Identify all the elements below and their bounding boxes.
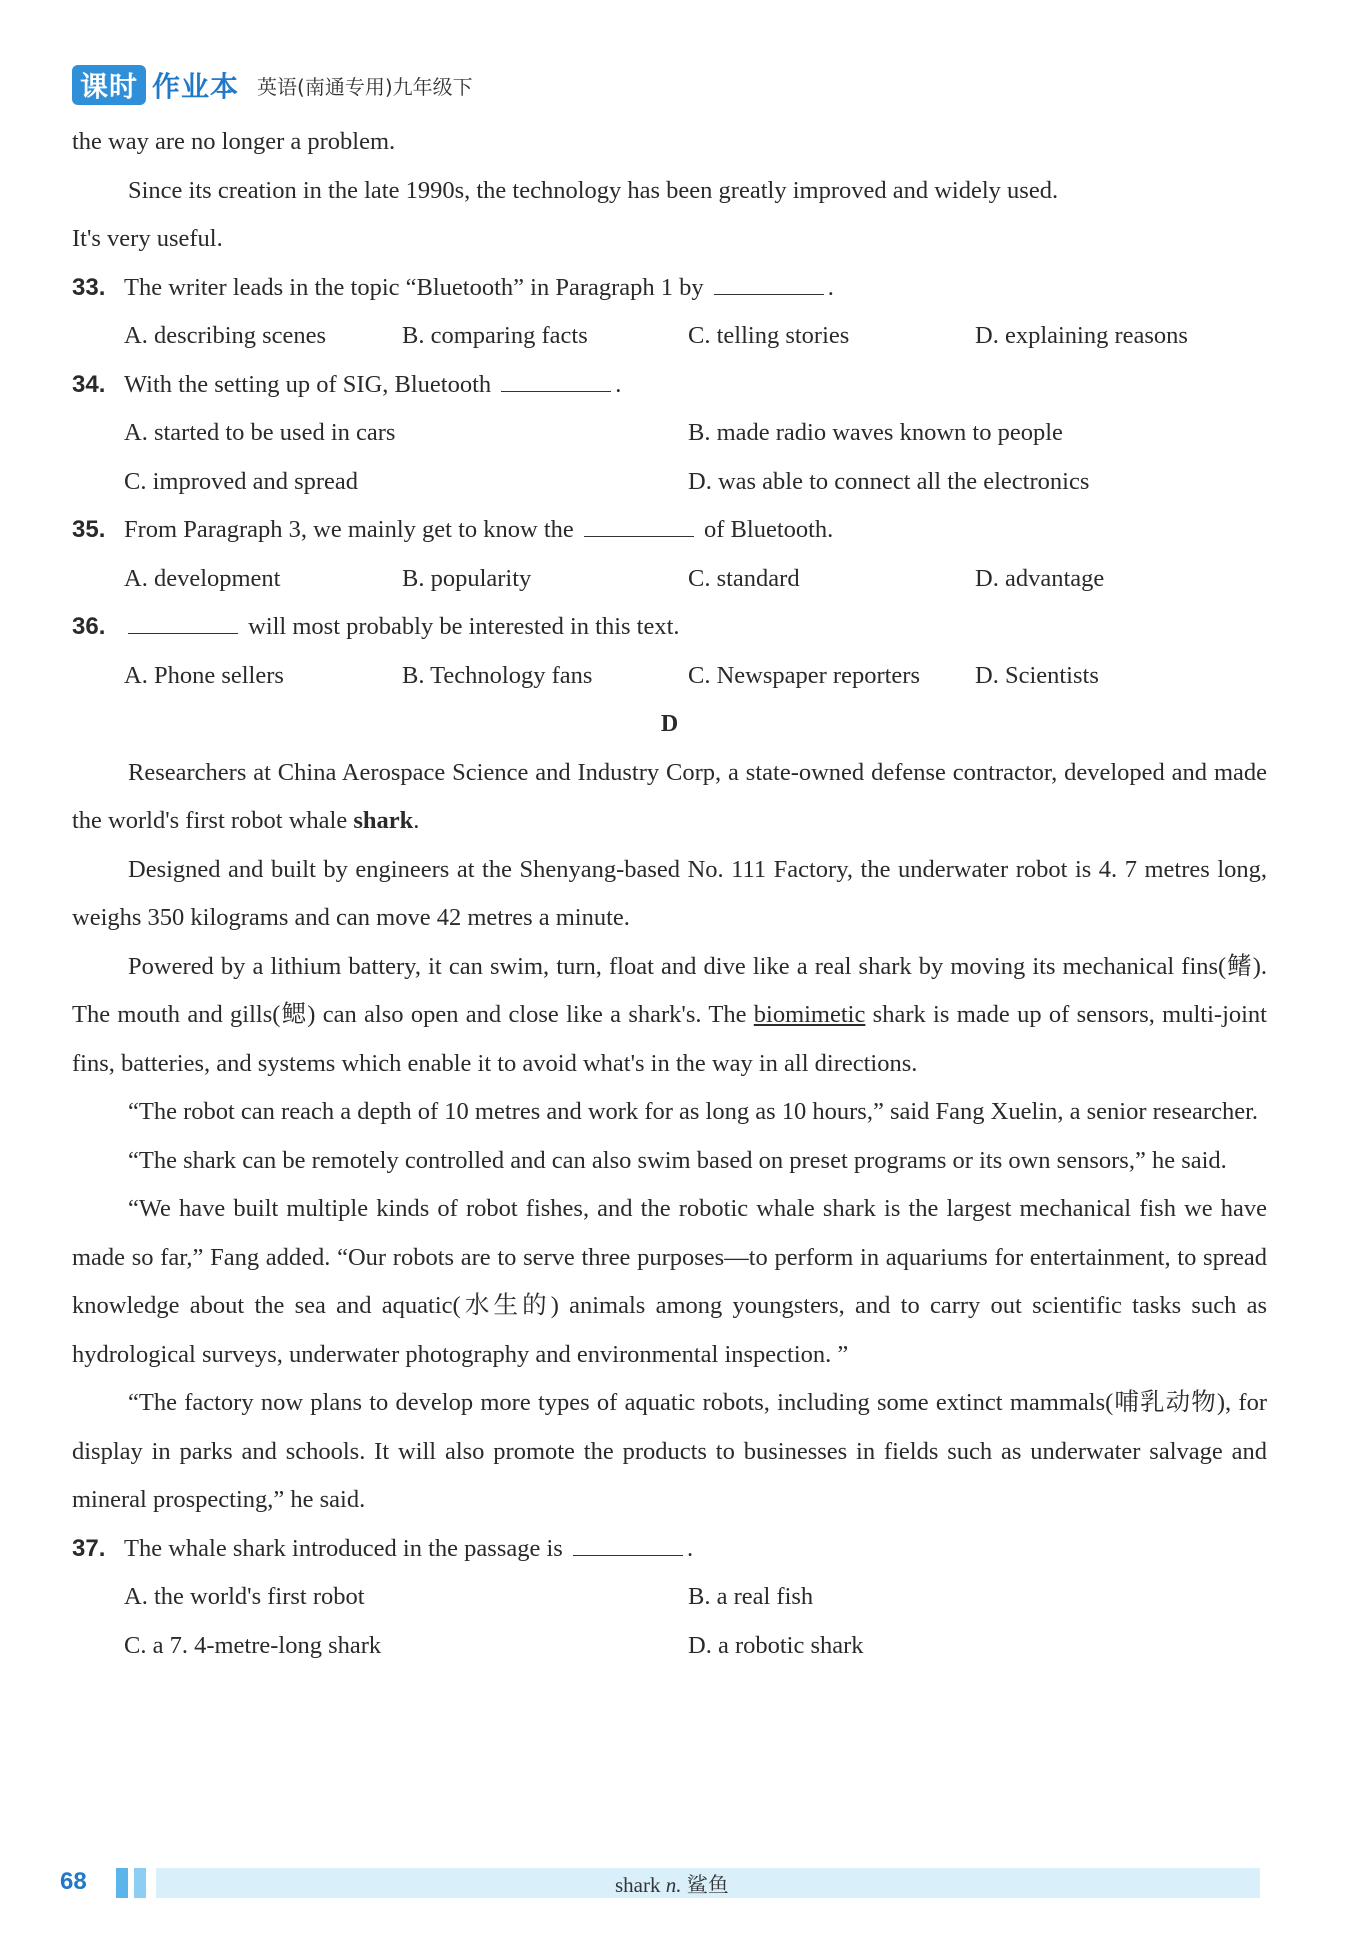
question-number: 33. — [72, 273, 106, 301]
vocabulary-note — [615, 1869, 729, 1899]
note-meaning: 鲨鱼 — [686, 1873, 729, 1897]
paragraph-text: Researchers at China Aerospace Science and Industry Corp, a state-owned defense contractor, developed and made the world's first robot whale — [72, 758, 1267, 834]
question-stem: The whale shark introduced in the passage is — [124, 1534, 563, 1562]
paragraph — [72, 749, 1267, 846]
option-d: D. explaining reasons — [975, 322, 1188, 349]
section-heading: D — [660, 711, 679, 737]
page-footer — [60, 1862, 1260, 1902]
option-c: C. Newspaper reporters — [688, 661, 920, 689]
paragraph: “The shark can be remotely controlled and can also swim based on preset programs or its own sensors,” he said. — [128, 1146, 1227, 1174]
paragraph-text: shark is made up of sensors, multi-joint fins, batteries, and systems which enable it to avoid what's in the way in all directions. — [72, 1001, 1267, 1077]
decorative-bar — [116, 1868, 128, 1898]
question-stem-end: of Bluetooth. — [704, 516, 834, 543]
question-number: 34. — [72, 370, 106, 398]
question-stem-end: . — [686, 1534, 694, 1562]
page-content — [72, 118, 1267, 1670]
paragraph — [72, 167, 1267, 264]
option-d: D. was able to connect all the electronics — [688, 467, 1090, 495]
option-a: A. development — [124, 564, 281, 592]
question-stem: From Paragraph 3, we mainly get to know the — [124, 516, 574, 543]
question-stem-end: . — [827, 273, 834, 301]
question-33 — [72, 264, 1267, 313]
option-d: D. Scientists — [975, 661, 1099, 689]
question-number: 36. — [72, 613, 106, 640]
option-c: C. a 7. 4-metre-long shark — [124, 1631, 382, 1659]
question-stem-end: will most probably be interested in this text. — [248, 613, 680, 640]
option-b: B. made radio waves known to people — [688, 419, 1063, 446]
paragraph-text: Powered by a lithium battery, it can swim, turn, float and dive like a real shark by moving its mechanical fins(鳍). The mouth and gills(鳃) can also open and close like a shark's. The — [72, 952, 1267, 1028]
option-a: A. describing scenes — [124, 322, 327, 349]
note-part-of-speech: n. — [665, 1873, 682, 1897]
question-stem: With the setting up of SIG, Bluetooth — [124, 370, 492, 398]
page-header — [72, 62, 473, 108]
question-35 — [72, 506, 1267, 555]
option-d: D. advantage — [975, 564, 1105, 592]
paragraph: Designed and built by engineers at the Shenyang-based No. 111 Factory, the underwater robot is 4. 7 metres long, weighs 350 kilograms and can move 42 metres a minute. — [72, 855, 1267, 931]
paragraph-text: Since its creation in the late 1990s, the technology has been greatly improved and widely used. — [128, 176, 1059, 204]
question-36-options — [72, 652, 1267, 701]
paragraph: “We have built multiple kinds of robot fishes, and the robotic whale shark is the largest mechanical fish we have made so far,” Fang added. “Our robots are to serve three purposes—to perform in aquariums for entertainment, to spread knowledge about the sea and aquatic(水生的) animals among youngsters, and to carry out scientific tasks such as hydrological surveys, underwater photography and environmental inspection. ” — [72, 1195, 1267, 1368]
option-b: B. popularity — [402, 564, 532, 592]
answer-blank — [128, 613, 238, 634]
brand-logo-box: 课时 — [72, 65, 146, 105]
question-37-options-row1 — [72, 1573, 1267, 1622]
bold-keyword: shark — [353, 807, 414, 834]
question-34 — [72, 361, 1267, 410]
book-subtitle: 英语(南通专用)九年级下 — [257, 74, 473, 99]
question-37 — [72, 1525, 1267, 1574]
option-a: A. started to be used in cars — [124, 419, 396, 446]
page-number: 68 — [60, 1868, 87, 1895]
option-a: A. the world's first robot — [124, 1583, 365, 1610]
question-number: 35. — [72, 516, 106, 543]
continued-text: the way are no longer a problem. — [72, 128, 396, 155]
underlined-word: biomimetic — [753, 1001, 866, 1028]
option-d: D. a robotic shark — [688, 1631, 864, 1659]
option-a: A. Phone sellers — [124, 661, 284, 689]
paragraph: “The robot can reach a depth of 10 metres and work for as long as 10 hours,” said Fang Xuelin, a senior researcher. — [128, 1098, 1259, 1125]
question-number: 37. — [72, 1534, 106, 1562]
option-c: C. telling stories — [688, 322, 850, 349]
brand-logo-text: 作业本 — [152, 70, 240, 103]
option-c: C. standard — [688, 564, 800, 592]
question-37-options-row2 — [72, 1622, 1267, 1671]
option-b: B. comparing facts — [402, 322, 588, 349]
option-c: C. improved and spread — [124, 467, 359, 495]
paragraph-text: It's very useful. — [72, 225, 223, 252]
answer-blank — [584, 516, 694, 537]
answer-blank — [714, 274, 824, 295]
question-34-options-row1 — [72, 409, 1267, 458]
question-35-options — [72, 555, 1267, 604]
option-b: B. Technology fans — [402, 661, 593, 689]
paragraph — [72, 943, 1267, 1089]
answer-blank — [573, 1535, 683, 1556]
question-34-options-row2 — [72, 458, 1267, 507]
paragraph-text: . — [413, 807, 420, 834]
option-b: B. a real fish — [688, 1583, 814, 1610]
question-33-options — [72, 312, 1267, 361]
paragraph: “The factory now plans to develop more types of aquatic robots, including some extinct mammals(哺乳动物), for display in parks and schools. It will also promote the products to businesses in fields such as underwater salvage and mineral prospecting,” he said. — [72, 1389, 1267, 1513]
question-stem: The writer leads in the topic “Bluetooth” in Paragraph 1 by — [124, 273, 704, 301]
answer-blank — [501, 371, 611, 392]
question-36 — [72, 603, 1267, 652]
note-word: shark — [615, 1873, 661, 1897]
decorative-bar — [134, 1868, 146, 1898]
question-stem-end: . — [615, 370, 622, 398]
